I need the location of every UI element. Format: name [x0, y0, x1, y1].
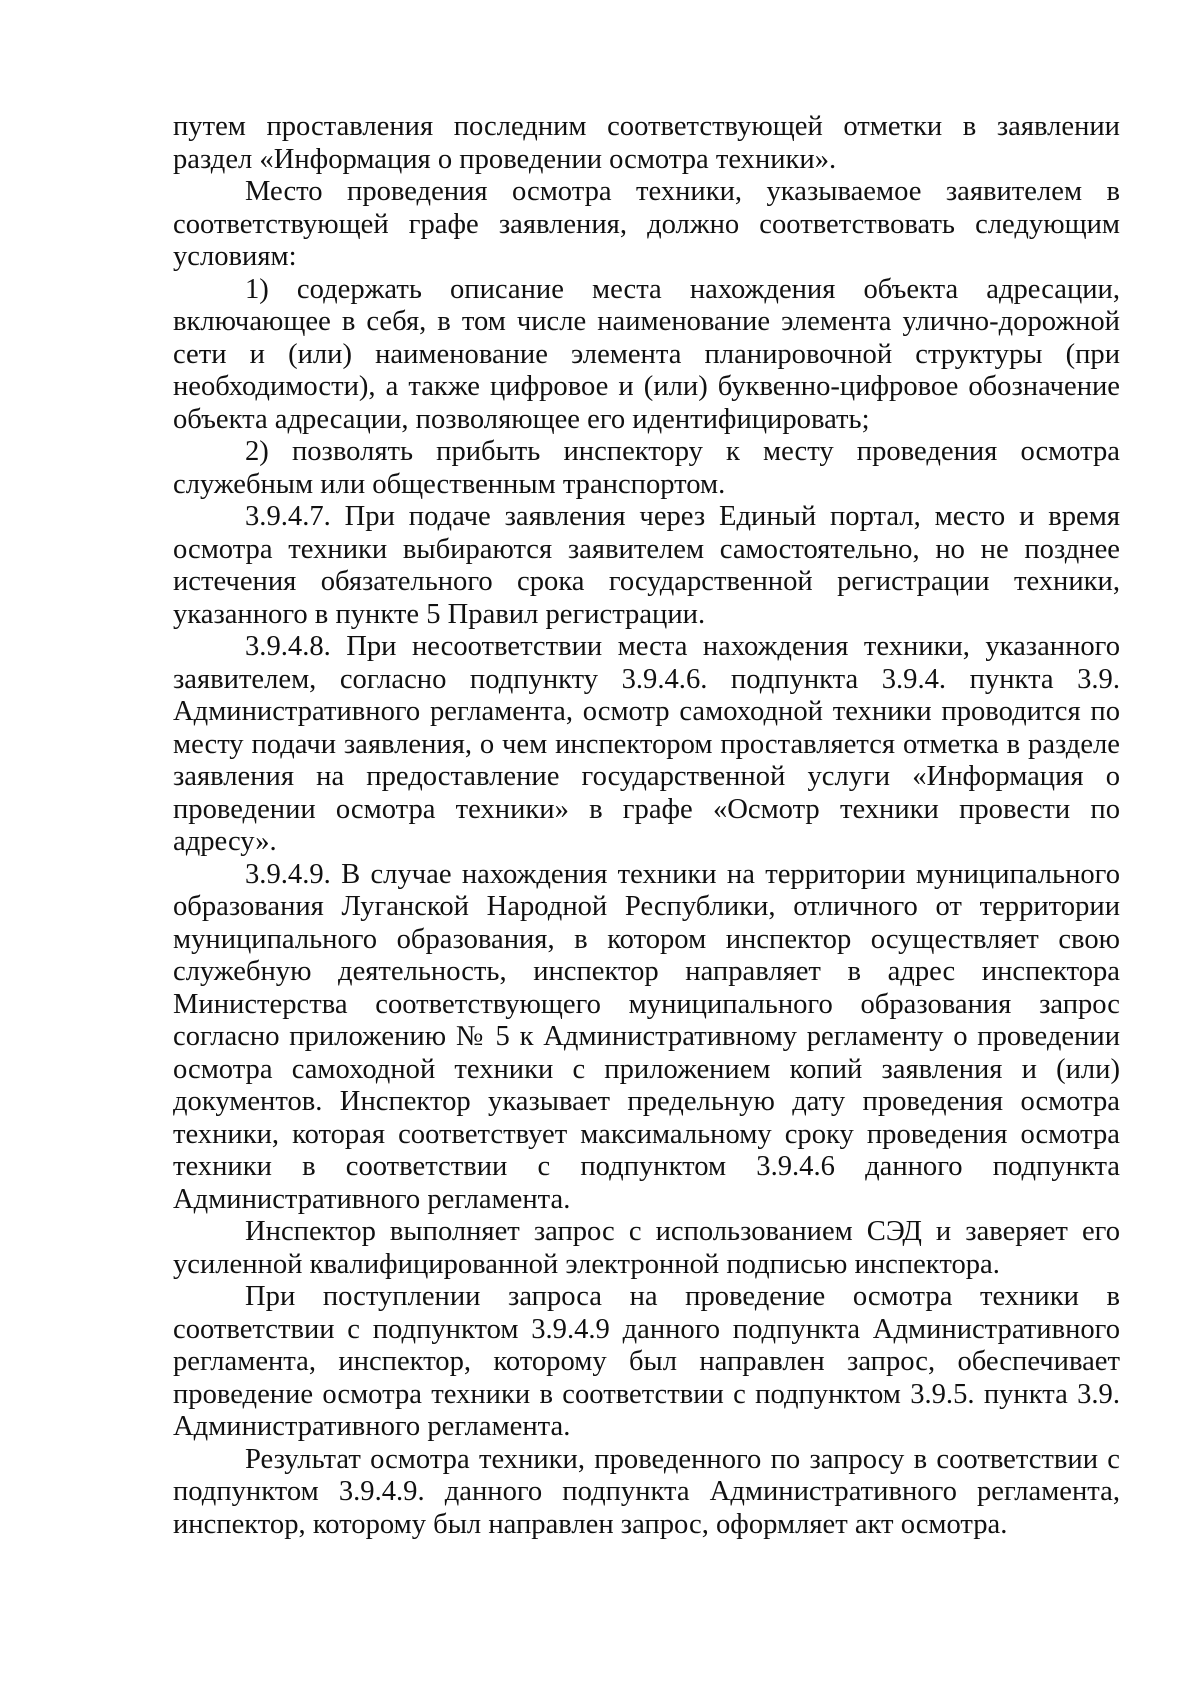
paragraph-continuation: путем проставления последним соответствующей отметки в заявлении раздел «Информация о проведении осмотра техники».	[173, 111, 1120, 175]
paragraph-3-9-4-7: 3.9.4.7. При подаче заявления через Единый портал, место и время осмотра техники выбираются заявителем самостоятельно, но не позднее истечения обязательного срока государственной регистрации техники, указанного в пункте 5 Правил регистрации.	[173, 501, 1120, 630]
paragraph-condition-1: 1) содержать описание места нахождения объекта адресации, включающее в себя, в том числе наименование элемента улично-дорожной сети и (или) наименование элемента планировочной структуры (при необходимости), а также цифровое и (или) буквенно-цифровое обозначение объекта адресации, позволяющее его идентифицировать;	[173, 273, 1120, 435]
paragraph-request-signing: Инспектор выполняет запрос с использованием СЭД и заверяет его усиленной квалифицированной электронной подписью инспектора.	[173, 1216, 1120, 1280]
paragraph-condition-2: 2) позволять прибыть инспектору к месту проведения осмотра служебным или общественным транспортом.	[173, 436, 1120, 500]
paragraph-3-9-4-9: 3.9.4.9. В случае нахождения техники на территории муниципального образования Луганской Народной Республики, отличного от территории муниципального образования, в котором инспектор осуществляет свою служебную деятельность, инспектор направляет в адрес инспектора Министерства соответствующего муниципального образования запрос согласно приложению № 5 к Административному регламенту о проведении осмотра самоходной техники с приложением копий заявления и (или) документов. Инспектор указывает предельную дату проведения осмотра техники, которая соответствует максимальному сроку проведения осмотра техники в соответствии с подпунктом 3.9.4.6 данного подпункта Административного регламента.	[173, 858, 1120, 1215]
paragraph-request-receipt: При поступлении запроса на проведение осмотра техники в соответствии с подпунктом 3.9.4.9 данного подпункта Административного регламента, инспектор, которому был направлен запрос, обеспечивает проведение осмотра техники в соответствии с подпунктом 3.9.5. пункта 3.9. Административного регламента.	[173, 1281, 1120, 1442]
paragraph-inspection-place: Место проведения осмотра техники, указываемое заявителем в соответствующей графе заявления, должно соответствовать следующим условиям:	[173, 176, 1120, 272]
paragraph-inspection-result: Результат осмотра техники, проведенного по запросу в соответствии с подпунктом 3.9.4.9. данного подпункта Административного регламента, инспектор, которому был направлен запрос, оформляет акт осмотра.	[173, 1443, 1120, 1540]
document-page	[173, 111, 1120, 1541]
paragraph-3-9-4-8: 3.9.4.8. При несоответствии места нахождения техники, указанного заявителем, согласно подпункту 3.9.4.6. подпункта 3.9.4. пункта 3.9. Административного регламента, осмотр самоходной техники проводится по месту подачи заявления, о чем инспектором проставляется отметка в разделе заявления на предоставление государственной услуги «Информация о проведении осмотра техники» в графе «Осмотр техники провести по адресу».	[173, 631, 1120, 857]
